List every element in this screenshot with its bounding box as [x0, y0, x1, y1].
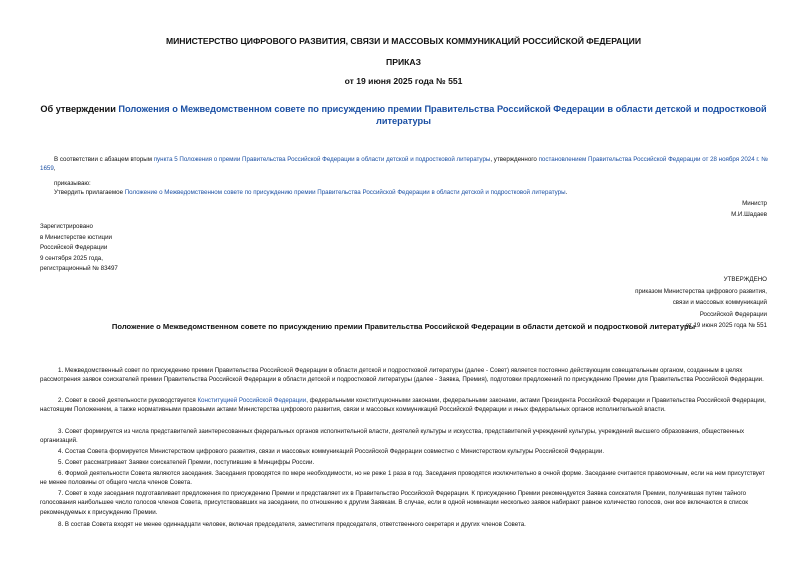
- regulation-item: 8. В состав Совета входят не менее одиннадцати человек, включая председателя, заместителя председателя, ответственного секретаря и других членов Совета.: [58, 521, 526, 528]
- approved-line: приказом Министерства цифрового развития,: [635, 287, 767, 295]
- title-prefix: Об утверждении: [40, 104, 119, 114]
- regulation-title: Положение о Межведомственном совете по присуждению премии Правительства Российской Федерации в области детской и подростковой литературы: [111, 322, 696, 331]
- signer-name: М.И.Шадаев: [731, 210, 767, 218]
- regulation-item: 1. Межведомственный совет по присуждению премии Правительства Российской Федерации в области детской и подростковой литературы (далее - Совет) является постоянно действующим совещательным органом, созданным в целях рассмотрения заявок соискателей премии Правительства Российской Федерации в области детской и подростковой литературы (далее - Заявка, Премия), подготовки предложений по присуждению Премии для Правительства Российской Федерации.: [40, 367, 764, 384]
- regulation-item: 3. Совет формируется из числа представителей заинтересованных федеральных органов исполнительной власти, деятелей культуры и искусства, представителей учреждений культуры, учреждений высшего образования, общественных организаций.: [40, 428, 745, 445]
- preamble-text-3: ,: [53, 165, 56, 173]
- approved-line: Российской Федерации: [699, 310, 767, 318]
- regulation-item: [40, 396, 770, 415]
- approve-text-1: Утвердить прилагаемое: [54, 189, 125, 196]
- signer-block: [731, 199, 767, 220]
- regulation-item: 4. Состав Совета формируется Министерством цифрового развития, связи и массовых коммуникаций Российской Федерации совместно с Министерством культуры Российской Федерации.: [58, 448, 605, 455]
- order-date: от 19 июня 2025 года № 551: [344, 76, 463, 86]
- item-2-text-2: , федеральными конституционными законами, федеральными законами, актами Президента Российской Федерации и Правительства Российской Федерации, настоящим Положением, а также нормативными правовыми актами Министерства цифрового развития, связи и массовых коммуникаций Российской Федерации и иных федеральных органов исполнительной власти.: [40, 397, 766, 414]
- approved-line: от 19 июня 2025 года № 551: [685, 322, 767, 329]
- preamble-link-clause-5[interactable]: пункта 5 Положения о премии Правительства Российской Федерации в области детской и подростковой литературы: [153, 156, 491, 163]
- approve-regulation-link[interactable]: Положение о Межведомственном совете по присуждению премии Правительства Российской Федерации в области детской и подростковой литературы: [124, 189, 566, 196]
- preamble-text-1: В соответствии с абзацем вторым: [54, 156, 154, 163]
- approved-line: связи и массовых коммуникаций: [672, 299, 767, 306]
- signer-position: Министр: [742, 200, 767, 207]
- registration-block: [40, 222, 118, 275]
- preamble-text-2: , утвержденного: [490, 156, 539, 163]
- regulation-item: 5. Совет рассматривает Заявки соискателей Премии, поступившие в Минцифры России.: [58, 459, 315, 466]
- registration-line: в Министерстве юстиции: [40, 233, 113, 241]
- registration-line: Российской Федерации: [40, 244, 108, 251]
- regulation-item: 7. Совет в ходе заседания подготавливает предложения по присуждению Премии и представляет их в Правительство Российской Федерации. К присуждению Премии рекомендуется Заявка соискателя Премии, получившая путем тайного голосования наибольшее число голосов членов Совета, присутствовавших на заседании, по отношению к другим Заявкам. В случае, если в одной номинации несколько заявок набирают равное количество голосов, они все включаются в список рекомендуемых к присуждению Премии.: [40, 490, 748, 516]
- registration-line: регистрационный № 83497: [40, 265, 118, 272]
- preamble-paragraph: [40, 155, 772, 173]
- approve-paragraph: [54, 188, 764, 197]
- ministry-name: МИНИСТЕРСТВО ЦИФРОВОГО РАЗВИТИЯ, СВЯЗИ И МАССОВЫХ КОММУНИКАЦИЙ РОССИЙСКОЙ ФЕДЕРАЦИИ: [165, 36, 642, 46]
- registration-line: 9 сентября 2025 года,: [40, 254, 103, 262]
- document-title: [40, 103, 767, 127]
- regulation-item: 6. Формой деятельности Совета являются заседания. Заседания проводятся по мере необходимости, но не реже 1 раза в год. Заседания проводятся исключительно в очной форме. Заседание считается правомочным, если на нем присутствует не менее половины от общего числа членов Совета.: [40, 470, 765, 487]
- registration-line: Зарегистрировано: [40, 223, 93, 230]
- approved-line: УТВЕРЖДЕНО: [723, 276, 767, 283]
- preamble-link-resolution[interactable]: постановлением Правительства Российской Федерации от 28 ноября 2024 г. № 1659: [40, 156, 768, 173]
- order-label: ПРИКАЗ: [386, 57, 421, 67]
- approve-text-2: .: [565, 189, 568, 196]
- title-regulation-link[interactable]: Положения о Межведомственном совете по присуждению премии Правительства Российской Федерации в области детской и подростковой литературы: [118, 104, 767, 126]
- prikazyvayu-text: приказываю:: [54, 180, 91, 187]
- item-2-text-1: 2. Совет в своей деятельности руководствуется: [58, 397, 198, 404]
- constitution-link[interactable]: Конституцией Российской Федерации: [197, 397, 307, 404]
